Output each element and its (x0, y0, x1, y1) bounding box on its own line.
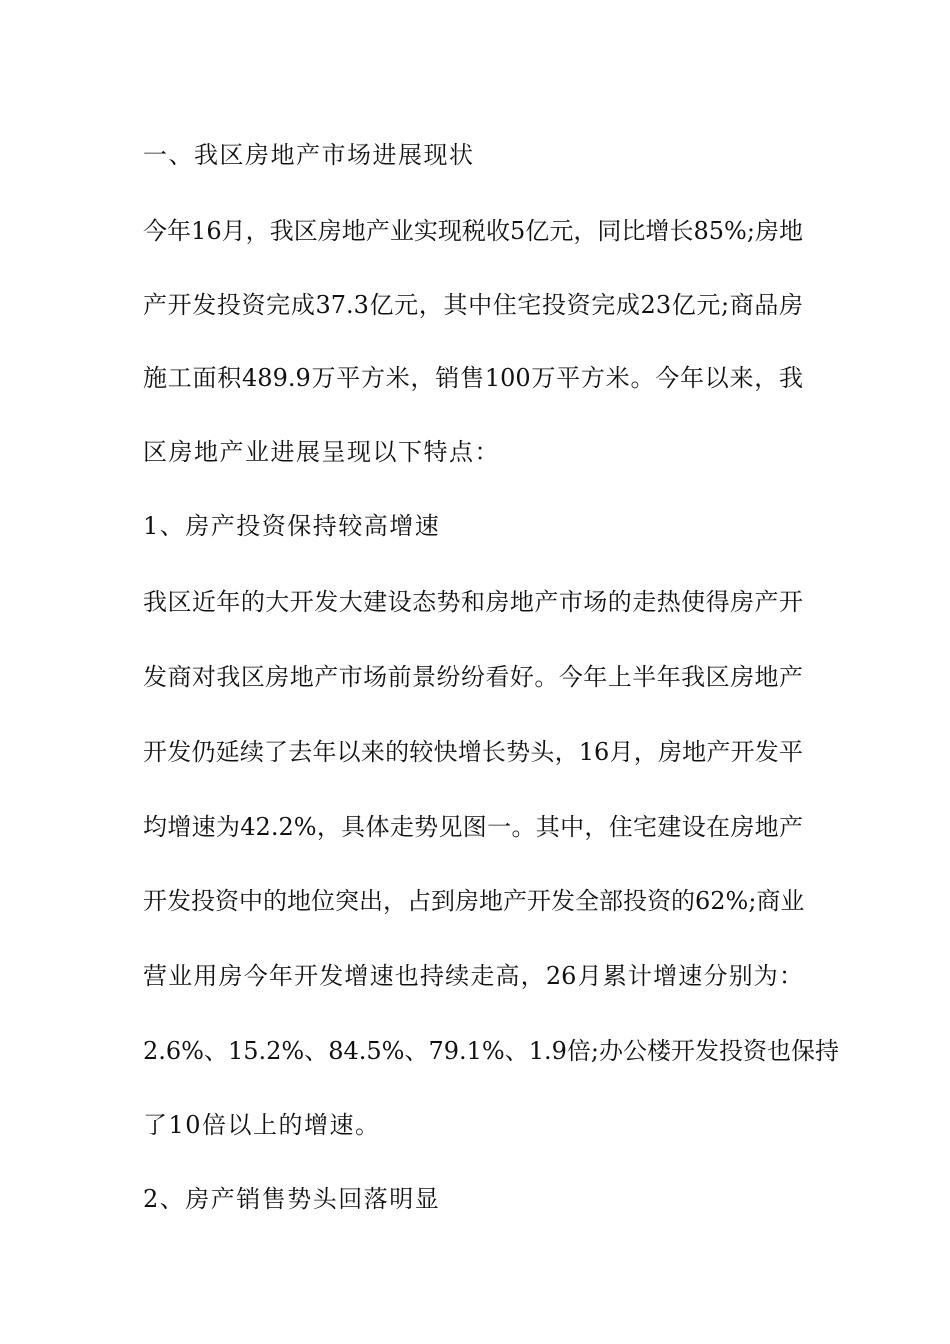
paragraph-line: 营业用房今年开发增速也持续走高，26月累计增速分别为： (143, 962, 803, 990)
paragraph-line: 施工面积489.9万平方米，销售100万平方米。今年以来，我 (143, 364, 803, 392)
subsection-title: 2、房产销售势头回落明显 (143, 1185, 441, 1213)
paragraph-line: 我区近年的大开发大建设态势和房地产市场的走热使得房产开 (143, 588, 803, 616)
paragraph-line: 开发仍延续了去年以来的较快增长势头，16月，房地产开发平 (143, 738, 803, 766)
paragraph-line: 发商对我区房地产市场前景纷纷看好。今年上半年我区房地产 (143, 663, 803, 691)
section-heading: 一、我区房地产市场进展现状 (143, 141, 475, 169)
paragraph-line: 今年16月，我区房地产业实现税收5亿元，同比增长85%;房地 (143, 217, 803, 245)
paragraph-line: 了10倍以上的增速。 (143, 1111, 381, 1139)
paragraph-line: 2.6%、15.2%、84.5%、79.1%、1.9倍;办公楼开发投资也保持 (143, 1037, 839, 1065)
subsection-title: 1、房产投资保持较高增速 (143, 512, 441, 540)
paragraph-line: 开发投资中的地位突出，占到房地产开发全部投资的62%;商业 (143, 887, 805, 915)
paragraph-line: 均增速为42.2%，具体走势见图一。其中，住宅建设在房地产 (143, 813, 803, 841)
paragraph-line: 产开发投资完成37.3亿元，其中住宅投资完成23亿元;商品房 (143, 291, 803, 319)
paragraph-line: 区房地产业进展呈现以下特点： (143, 438, 500, 466)
